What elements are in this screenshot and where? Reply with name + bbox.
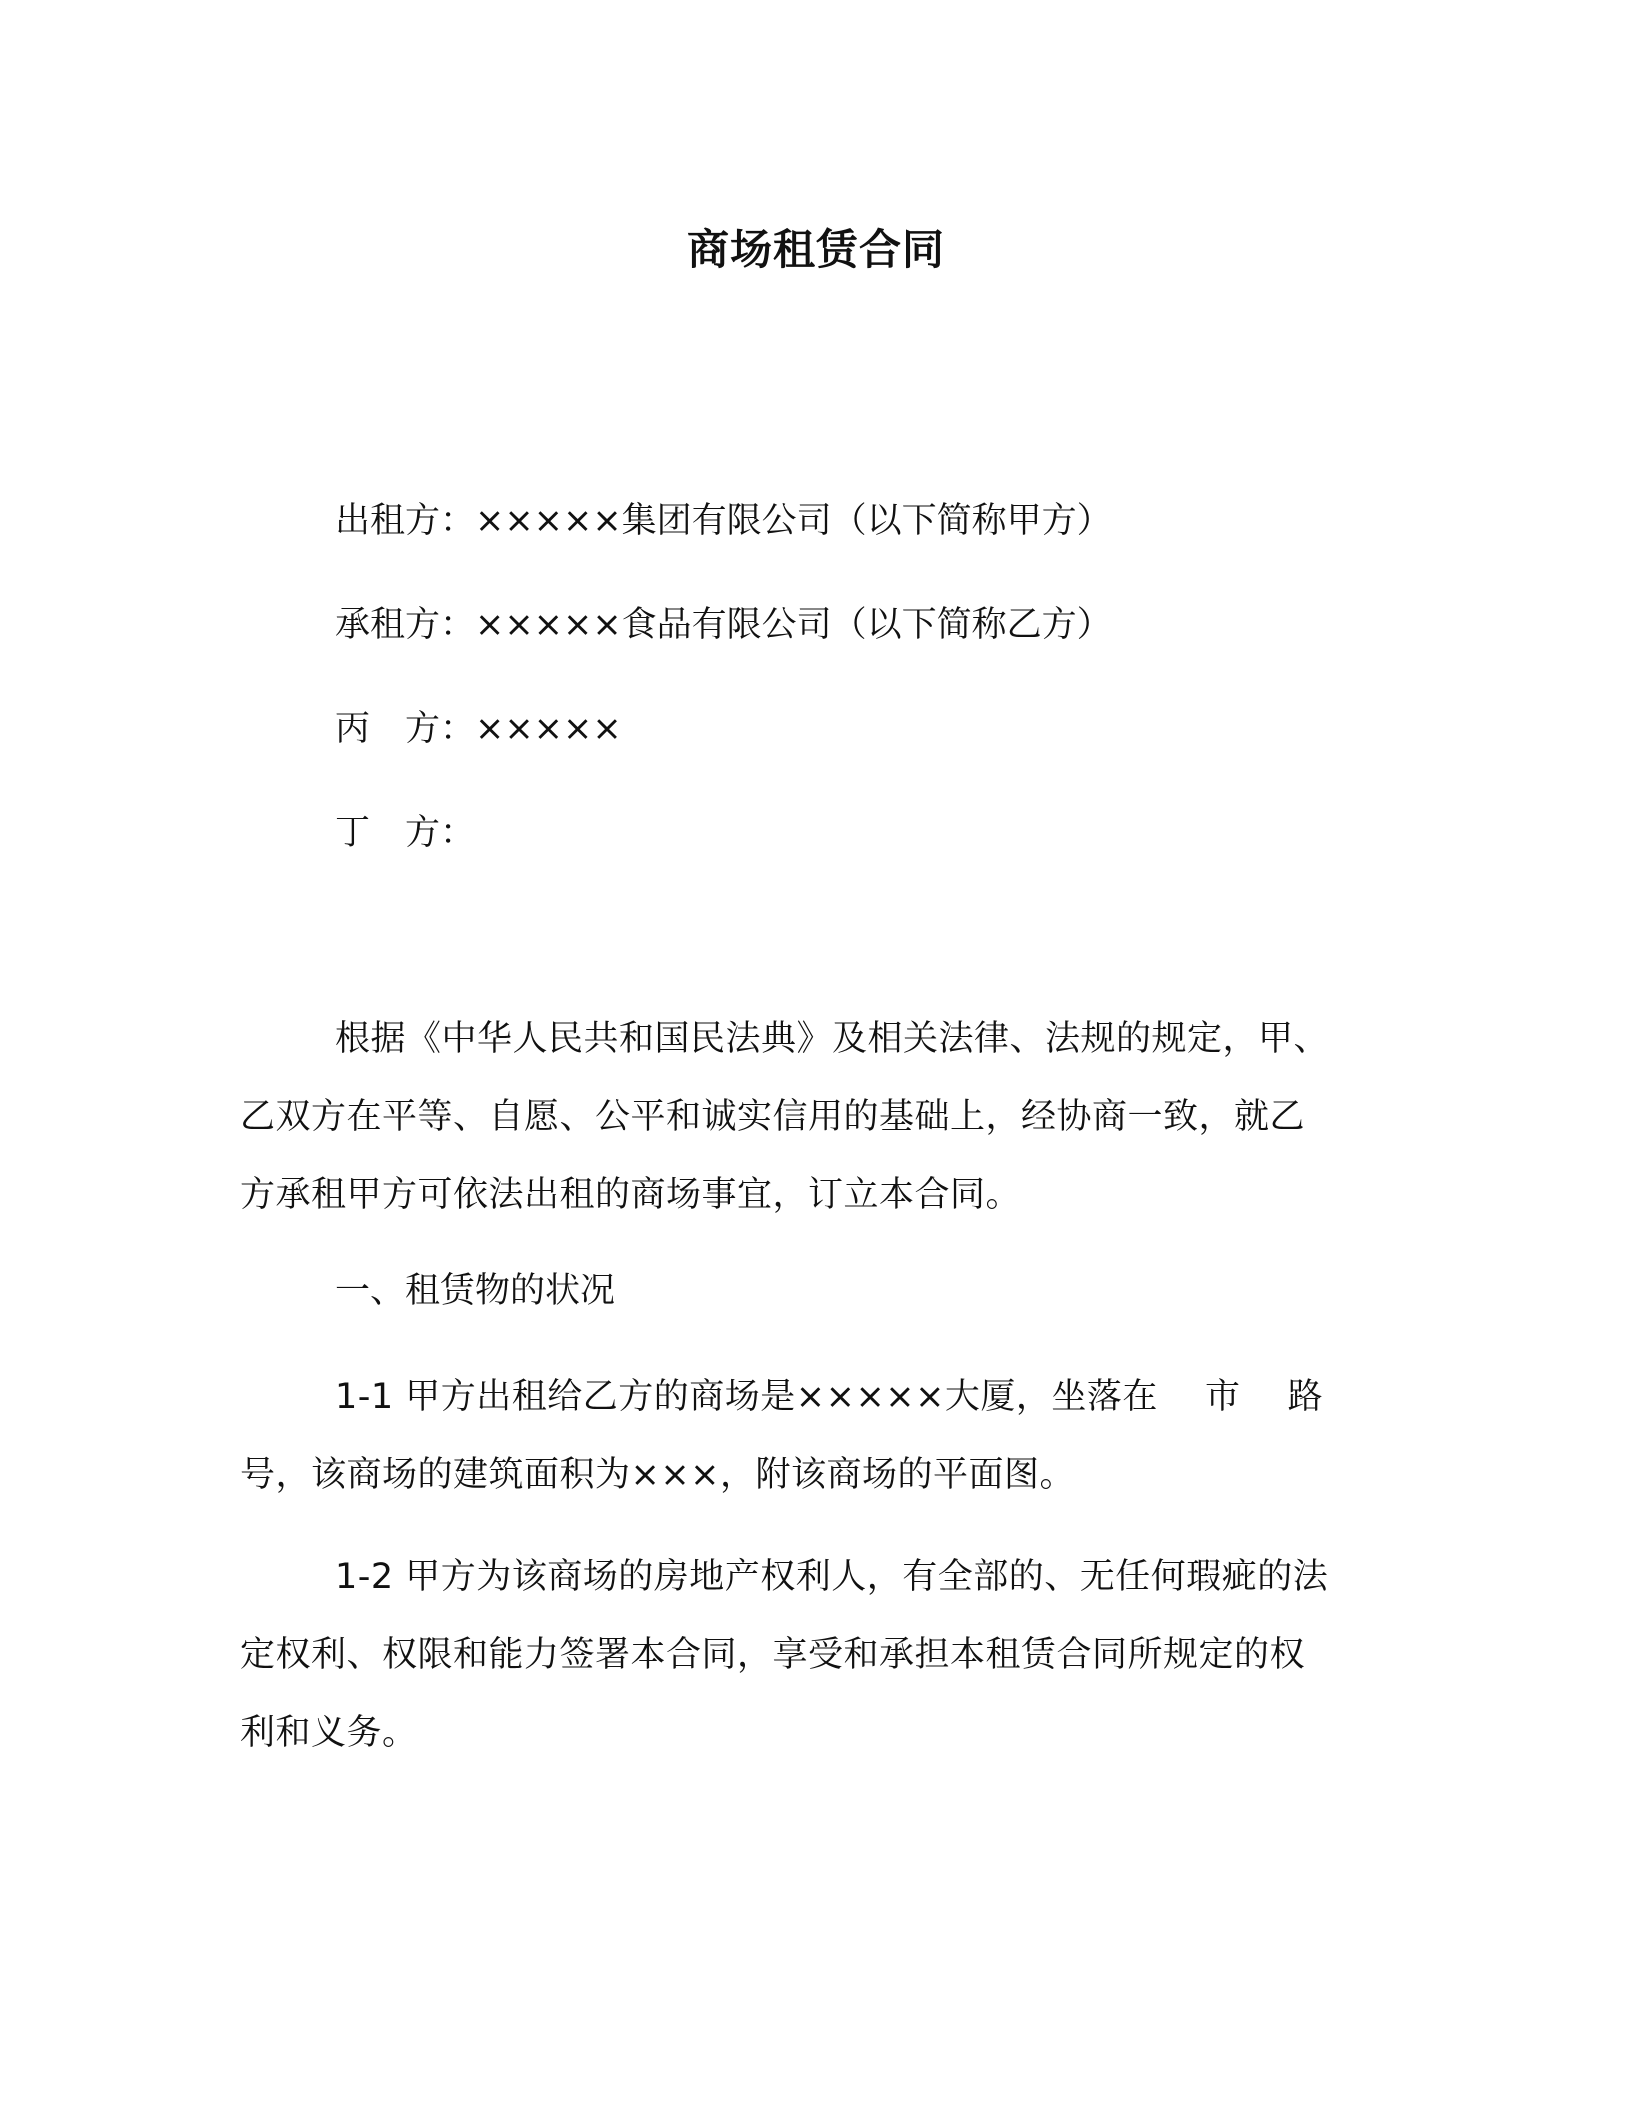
- document-title: 商场租赁合同: [686, 225, 945, 274]
- party-c-label: 丙 方：: [335, 709, 476, 749]
- party-d-label: 丁 方：: [335, 813, 476, 853]
- clause-1-1: [240, 1358, 1400, 1514]
- section-1-heading: 一、租赁物的状况: [335, 1271, 616, 1311]
- intro-line: 方承租甲方可依法出租的商场事宜，订立本合同。: [240, 1175, 1022, 1215]
- clause-line: 1-1 甲方出租给乙方的商场是×××××大厦，坐落在 市 路: [335, 1377, 1324, 1417]
- party-c-value: ×××××: [475, 709, 622, 749]
- intro-line: 乙双方在平等、自愿、公平和诚实信用的基础上，经协商一致，就乙: [240, 1097, 1306, 1137]
- clause-line: 号，该商场的建筑面积为×××，附该商场的平面图。: [240, 1455, 1075, 1495]
- clause-line: 利和义务。: [240, 1713, 418, 1753]
- clause-line: 定权利、权限和能力签署本合同，享受和承担本租赁合同所规定的权: [240, 1635, 1306, 1675]
- intro-line: 根据《中华人民共和国民法典》及相关法律、法规的规定，甲、: [335, 1019, 1330, 1059]
- clause-line: 1-2 甲方为该商场的房地产权利人，有全部的、无任何瑕疵的法: [335, 1557, 1329, 1597]
- party-lessee-value: ×××××食品有限公司（以下简称乙方）: [475, 605, 1112, 645]
- party-lessee-label: 承租方：: [335, 605, 476, 645]
- party-d: [335, 810, 475, 856]
- party-lessor: [335, 498, 1112, 544]
- party-c: [335, 706, 622, 752]
- party-lessor-value: ×××××集团有限公司（以下简称甲方）: [475, 501, 1112, 541]
- party-lessor-label: 出租方：: [335, 501, 476, 541]
- party-lessee: [335, 602, 1112, 648]
- clause-1-2: [240, 1538, 1400, 1772]
- intro-paragraph: [240, 1000, 1400, 1234]
